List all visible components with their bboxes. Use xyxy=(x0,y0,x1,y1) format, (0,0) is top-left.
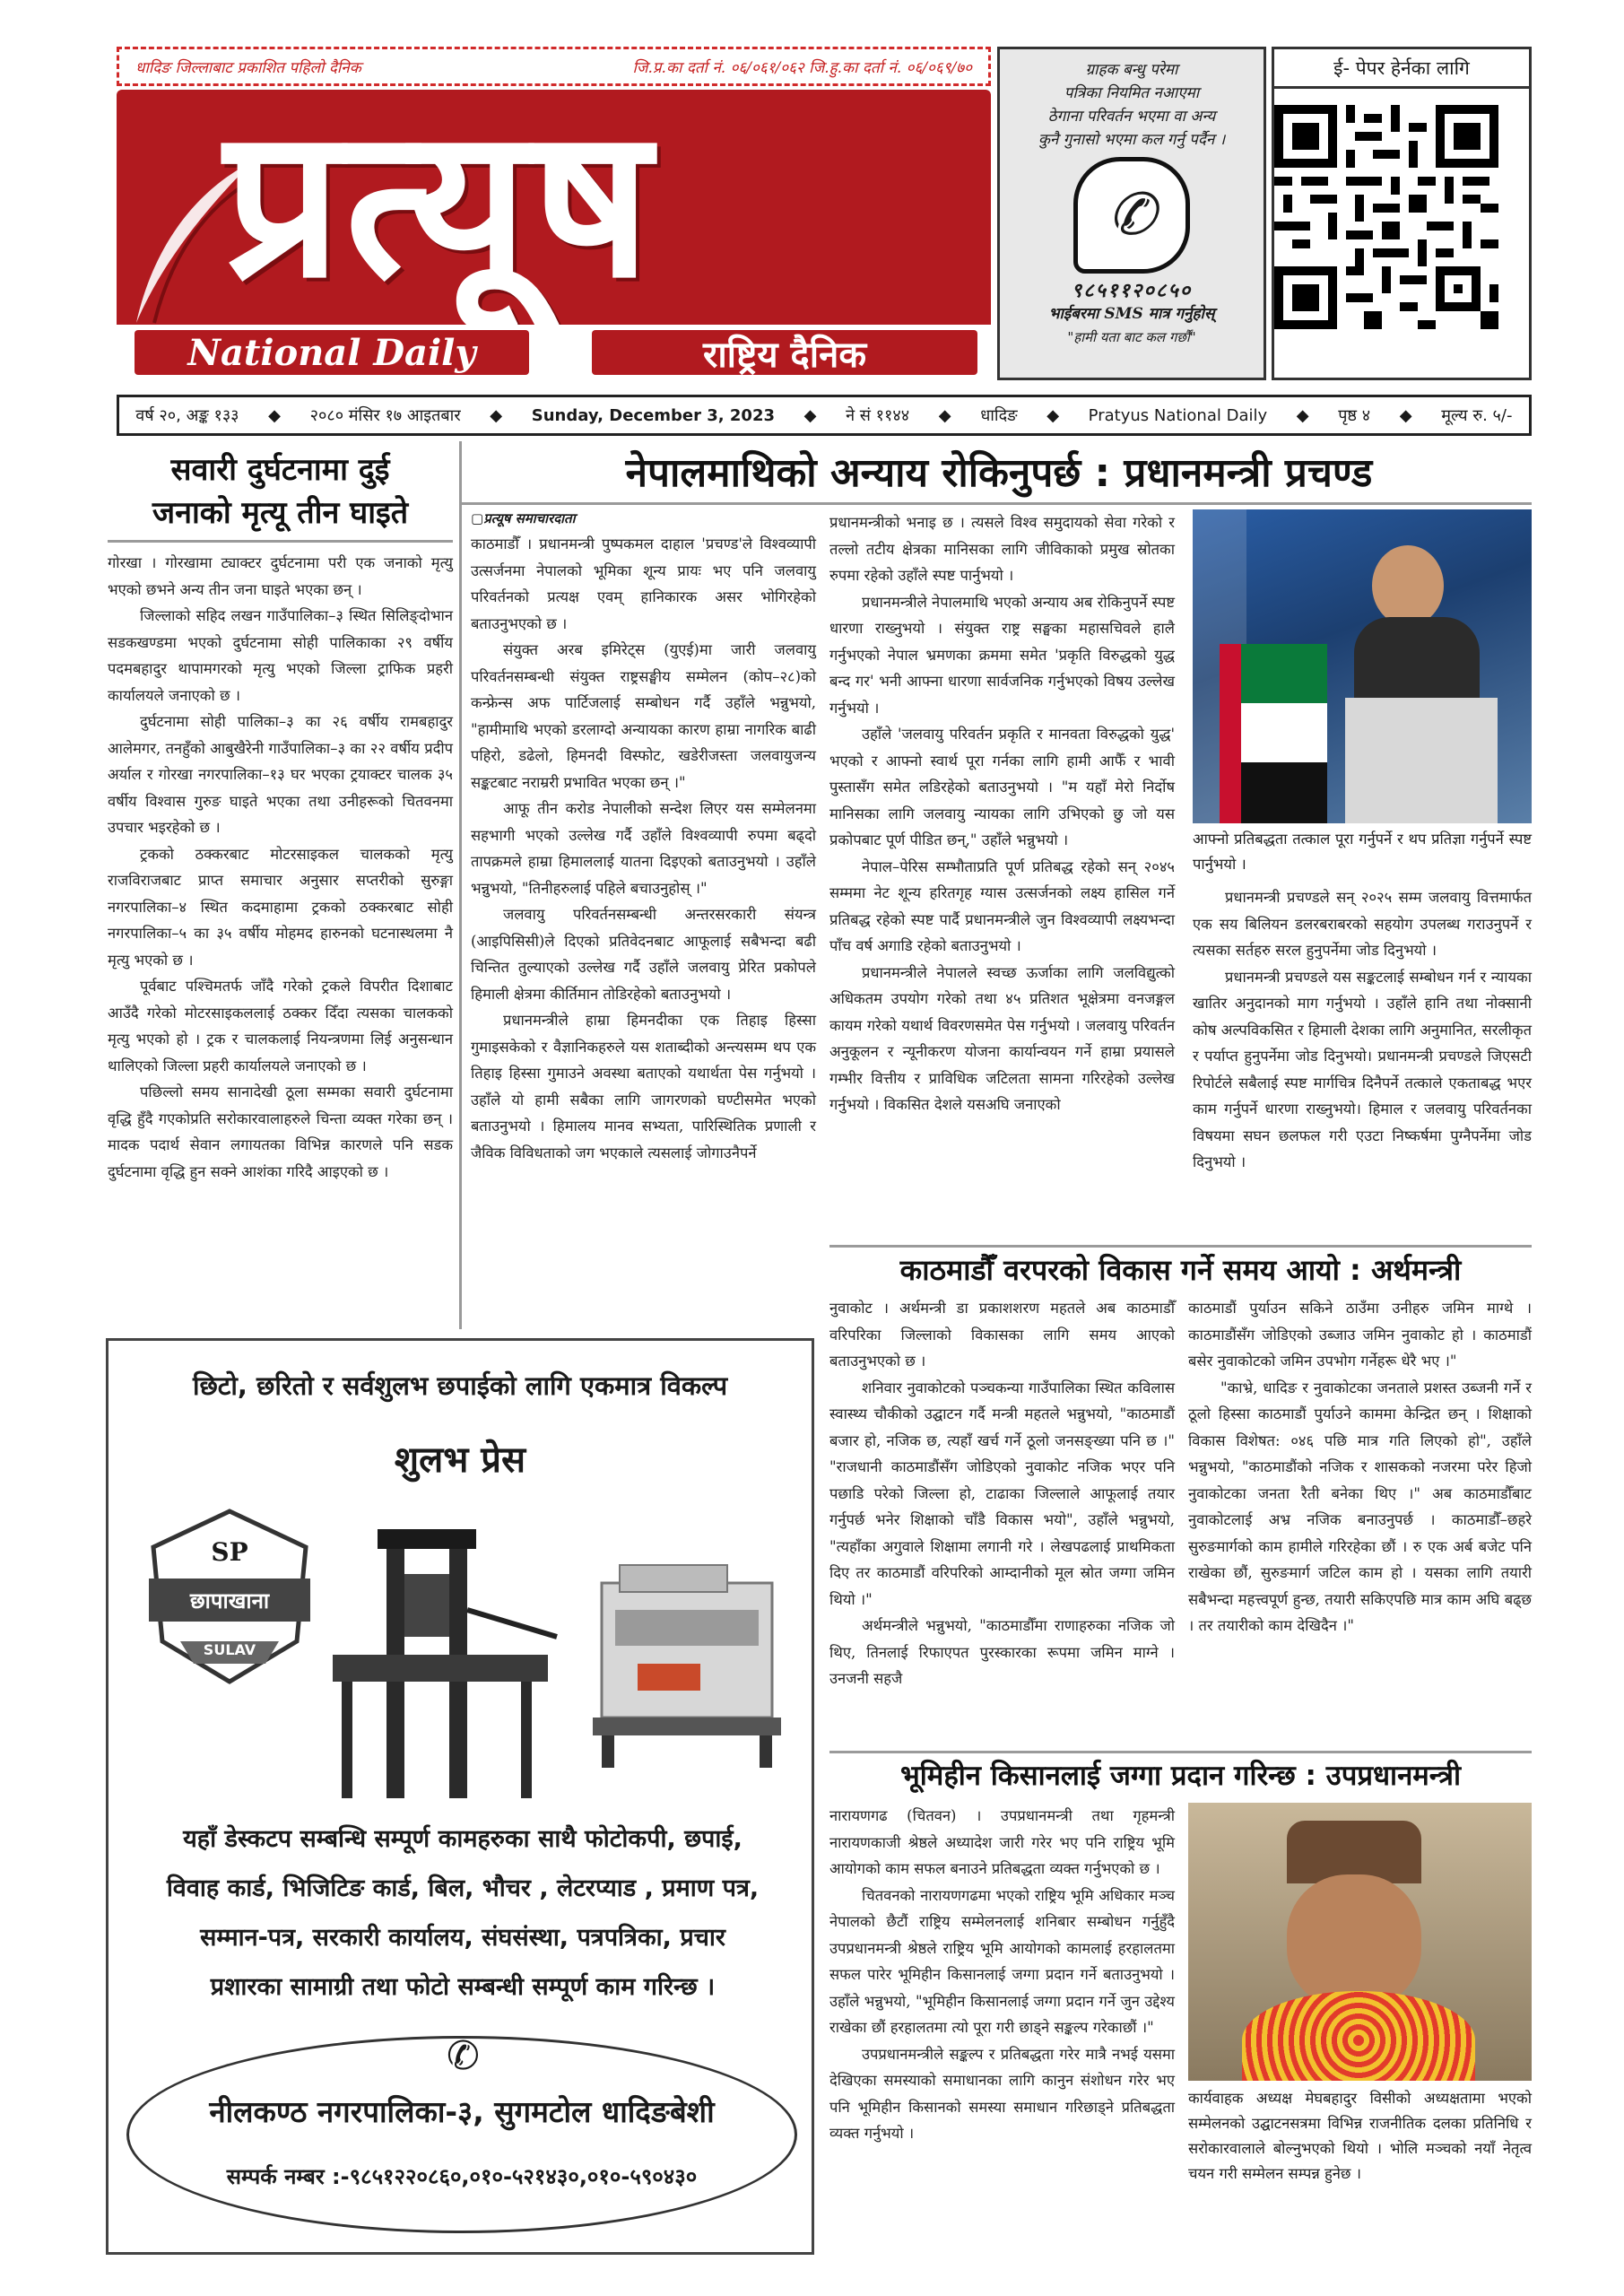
subscriber-notice xyxy=(997,47,1266,380)
story-pm-headline: नेपालमाथिको अन्याय रोकिनुपर्छ : प्रधानमन्त्री प्रचण्ड xyxy=(625,450,1373,496)
paragraph: आफू तीन करोड नेपालीको सन्देश लिएर यस सम्मेलनमा सहभागी भएको उल्लेख गर्दै उहाँले विश्वव्यापी रुपमा बढ्दो तापक्रमले हाम्रा हिमाललाई यातना दिइएको बताउनुभयो । उहाँले भन्नुभयो, "तिनीहरुलाई पहिले बचाउनुहोस् ।" xyxy=(471,800,816,897)
paragraph: पछिल्लो समय सानादेखी ठूला सम्मका सवारी दुर्घटनामा वृद्धि हुँदै गएकोप्रति सरोकारवालाहरुले चिन्ता व्यक्त गरेका छन् । मादक पदार्थ सेवान लगायतका विभिन्न कारणले पनि सडक दुर्घटनामा वृद्धि हुन सक्ने आशंका गरिदै आइएको छ । xyxy=(108,1083,453,1180)
story-pm-body1 xyxy=(471,531,816,1166)
photo-caption: आफ्नो प्रतिबद्धता तत्काल पूरा गर्नुपर्ने र थप प्रतिज्ञा गर्नुपर्ने स्पष्ट पार्नुभयो । xyxy=(1193,831,1532,873)
divider xyxy=(829,1245,1532,1248)
ad-contact-oval xyxy=(126,2033,797,2233)
face-icon xyxy=(1287,1874,1421,2009)
divider xyxy=(829,1751,1532,1753)
qr-title: ई- पेपर हेर्नका लागि xyxy=(1274,49,1529,89)
paragraph: प्रधानमन्त्रीले हाम्रा हिमनदीका एक तिहाइ हिस्सा गुमाइसकेको र वैज्ञानिकहरुले यस शताब्दीको अन्त्यसम्म थप एक तिहाइ हिस्सा गुमाउने अवस्था बताएको यथार्थता पेस गर्नुभयो । उहाँले यो हामी सबैका लागि जागरणको घण्टीसमेत भएको बताउनुभयो । हिमालय मानव सभ्यता, पारिस्थितिक प्रणाली र जैविक विविधताको जग भएकाले त्यसलाई जोगाउनैपर्ने xyxy=(471,1012,816,1161)
paragraph: उपप्रधानमन्त्रीले सङ्कल्प र प्रतिबद्धता गरेर मात्रै नभई यसमा देखिएका समस्याको समाधानका लागि कानुन संशोधन गरेर भए पनि भूमिहीन किसानको समस्या समाधान गरिछाड्ने प्रतिबद्धता व्यक्त गर्नुभयो । xyxy=(829,2045,1175,2142)
hand-press-machine-icon xyxy=(315,1520,566,1816)
dpm-photo xyxy=(1188,1803,1532,2081)
registration-strip xyxy=(117,47,991,86)
paragraph: प्रधानमन्त्रीको भनाइ छ । त्यसले विश्व समुदायको सेवा गरेको र तल्लो तटीय क्षेत्रका मानिसका लागि जीविकाको प्रमुख स्रोतका रुपमा रहेको उहाँले स्पष्ट पार्नुभयो । xyxy=(829,514,1175,584)
paragraph: ट्रकको ठक्करबाट मोटरसाइकल चालकको मृत्यु राजविराजबाट प्राप्त समाचार अनुसार सप्तरीको सुरुङ्गा नगरपालिका–४ स्थित कदमाहामा ट्रकको ठक्करबाट सोही नगरपालिका–५ का ३५ वर्षीय मोहमद हारुनको घटनास्थलमा नै मृत्यु भएको छ । xyxy=(108,845,453,969)
issue-place: धादिङ xyxy=(980,406,1018,425)
notice-line: "हामी यता बाट कल गर्छौं" xyxy=(1067,329,1196,345)
masthead-title: प्रत्यूष xyxy=(224,90,655,324)
headline-rule xyxy=(459,502,1532,505)
ad-tagline: छिटो, छरितो र सर्वशुलभ छपाईको लागि एकमात्र विकल्प xyxy=(192,1370,728,1401)
paragraph: प्रधानमन्त्री प्रचण्डले सन् २०२५ सम्म जलवायु वित्तमार्फत एक सय बिलियन डलरबराबरको सहयोग उपलब्ध गराउनुपर्ने र त्यसका सर्तहरु सरल हुनुपर्नेमा जोड दिनुभयो । xyxy=(1193,889,1532,959)
story-dpm-headline: भूमिहीन किसानलाई जग्गा प्रदान गरिन्छ : उपप्रधानमन्त्री xyxy=(899,1760,1462,1792)
ad-service-line: सम्मान-पत्र, सरकारी कार्यालय, संघसंस्था, पत्रपत्रिका, प्रचार xyxy=(200,1924,725,1952)
notice-line: कुनै गुनासो भएमा कल गर्नु पर्दैन । xyxy=(1038,131,1226,149)
paragraph: जिल्लाको सहिद लखन गाउँपालिका–३ स्थित सिलिङ्दोभान सडकखण्डमा भएको दुर्घटनामा सोही पालिकाका २९ वर्षीय पदमबहादुर थापामगरको मृत्यु भएको जिल्ला ट्राफिक प्रहरी कार्यालयले जनाएको छ । xyxy=(108,607,453,704)
logo-text: छापाखाना xyxy=(189,1588,270,1613)
story-pm-body3 xyxy=(1193,884,1532,1176)
paragraph: दुर्घटनामा सोही पालिका–३ का २६ वर्षीय रामबहादुर आलेमगर, तनहुँको आबुखैरेनी गाउँपालिका–३ का २२ वर्षीय प्रदीप अर्याल र गोरखा नगरपालिका–१३ घर भएका ट्रयाक्टर चालक ३५ वर्षीय विश्वास गुरुङ घाइते भएका तथा उनीहरूको चितवनमा उपचार भइरहेको छ । xyxy=(108,713,453,836)
speaker-head-icon xyxy=(1372,545,1444,626)
issue-paper: Pratyus National Daily xyxy=(1088,405,1268,425)
press-logo xyxy=(144,1507,315,1686)
ad-business-name: शुलभ प्रेस xyxy=(394,1439,526,1481)
strip-registration: जि.प्र.का दर्ता नं. ०६/०६१/०६२ जि.हु.का दर्ता नं. ०६/०६९/७० xyxy=(632,58,972,77)
ad-services xyxy=(135,1814,790,2012)
story-fm-col1 xyxy=(829,1295,1175,1692)
ad-address: नीलकण्ठ नगरपालिका-३, सुगमटोल धादिङबेशी xyxy=(209,2094,715,2129)
masthead xyxy=(117,90,991,378)
notice-line: भाईबरमा SMS मात्र गर्नुहोस् xyxy=(1048,305,1215,323)
story-fm-body2 xyxy=(1188,1295,1532,1639)
masthead-english: National Daily xyxy=(135,330,529,375)
masthead-nepali: राष्ट्रिय दैनिक xyxy=(592,330,977,375)
story-pm-body2 xyxy=(829,509,1175,1118)
issue-price: मूल्य रु. ५/- xyxy=(1441,406,1513,425)
epaper-qr-box xyxy=(1272,47,1532,380)
story-fm-col2 xyxy=(1188,1295,1532,1639)
column-rule xyxy=(459,441,462,1329)
uae-flag-icon xyxy=(1220,644,1327,823)
paragraph: प्रधानमन्त्री प्रचण्डले यस सङ्कटलाई सम्बोधन गर्न र न्यायका खातिर अनुदानको माग गर्नुभयो । उहाँले हानि तथा नोक्सानी कोष अल्पविकसित र हिमाली देशका लागि अनुमानित, सरलीकृत र पर्याप्त हुनुपर्नेमा जोड दिनुभयो। प्रधानमन्त्री प्रचण्डले जिएसटी रिपोर्टले सबैलाई स्पष्ट मार्गचित्र दिनैपर्ने तत्काले एकताबद्ध भएर काम गर्नुपर्ने धारणा राख्नुभयो। हिमाल र जलवायु परिवर्तनका विषयमा सघन छलफल गरी एउटा निष्कर्षमा पुग्नैपर्नेमा जोड दिनुभयो । xyxy=(1193,968,1532,1170)
paragraph: काठमाडौं पुर्याउन सकिने ठाउँमा उनीहरु जमिन माग्थे । काठमाडौंसँग जोडिएको उब्जाउ जमिन नुवाकोट हो । काठमाडौं बसेर नुवाकोटको जमिन उपभोग गर्नेहरू धेरै भए ।" xyxy=(1188,1300,1532,1370)
headline-line: सवारी दुर्घटनामा दुई xyxy=(170,452,390,488)
pm-speech-photo xyxy=(1193,509,1532,823)
paragraph: नेपाल–पेरिस सम्भौताप्रति पूर्ण प्रतिबद्ध रहेको सन् २०४५ सम्ममा नेट शून्य हरितगृह ग्यास उत्सर्जनको लक्ष्य हासिल गर्ने प्रतिबद्ध रहेको स्पष्ट पार्दै प्रधानमन्त्रीले जुन विश्वव्यापी लक्ष्यभन्दा पाँच वर्ष अगाडि रहेको बताउनुभयो । xyxy=(829,857,1175,954)
paragraph: काठमाडौँ । प्रधानमन्त्री पुष्पकमल दाहाल 'प्रचण्ड'ले विश्वव्यापी उत्सर्जनमा नेपालको भूमिका शून्य प्रायः भए पनि जलवायु परिवर्तनको प्रत्यक्ष एवम् हानिकारक असर भोगिरहेको बताउनुभएको छ । xyxy=(471,535,816,632)
story-pm-col2 xyxy=(829,509,1175,1118)
ad-contact-numbers[interactable]: सम्पर्क नम्बर :-९८५१२२०८६०,०१०-५२१४३०,०१०-५९०४३० xyxy=(226,2164,698,2189)
paragraph: चितवनको नारायणगढमा भएको राष्ट्रिय भूमि अधिकार मञ्च नेपालको छैटौं राष्ट्रिय सम्मेलनलाई शनिबार सम्बोधन गर्नुहुँदै उपप्रधानमन्त्री श्रेष्ठले राष्ट्रिय भूमि आयोगको कामलाई हरहालतमा सफल पारेर भूमिहीन किसानलाई जग्गा प्रदान गर्ने बताउनुभयो । उहाँले भन्नुभयो, "भूमिहीन किसानलाई जग्गा प्रदान गर्ने जुन उद्देश्य राखेका छौं हरहालतमा त्यो पूरा गरी छाड्ने सङ्कल्प गरेकाछौं ।" xyxy=(829,1886,1175,2036)
paragraph: पूर्वबाट पश्चिमतर्फ जाँदै गरेको ट्रकले विपरीत दिशाबाट आउँदै गरेको मोटरसाइकललाई ठक्कर दिँदा त्यसका चालकको मृत्यु भएको हो । ट्रक र चालकलाई नियन्त्रणमा लिई अनुसन्धान थालिएको जिल्ला प्रहरी कार्यालयले जनाएको छ । xyxy=(108,978,453,1074)
headline-line: जनाको मृत्यू तीन घाइते xyxy=(152,495,409,531)
story-pm-byline: ▢ प्रत्यूष समाचारदाता xyxy=(471,509,816,527)
story-pm-col3 xyxy=(1193,827,1532,1176)
paragraph: नुवाकोट । अर्थमन्त्री डा प्रकाशशरण महतले अब काठमाडौँ वरिपरिका जिल्लाको विकासका लागि समय आएको बताउनुभएको छ । xyxy=(829,1300,1175,1370)
logo-english: SULAV xyxy=(203,1641,256,1658)
issue-ns: ने सं ११४४ xyxy=(846,406,910,425)
notice-phone[interactable]: ९८५११२०८५० xyxy=(1071,279,1193,302)
paragraph: शनिवार नुवाकोटको पञ्चकन्या गाउँपालिका स्थित कविलास स्वास्थ्य चौकीको उद्घाटन गर्दै मन्त्री महतले भन्नुभयो, "काठमाडौं बजार हो, नजिक छ, त्यहाँ खर्च गर्ने ठूलो जनसङ्ख्या पनि छ ।" "राजधानी काठमाडौंसँग जोडिएको नुवाकोट नजिक भएर पनि पछाडि परेको जिल्ला हो, टाढाका जिल्लाले आफूलाई तयार गर्नुपर्छ भनेर शिक्षाको चाँडै विकास भयो", उहाँले भन्नुभयो, "त्यहाँका अगुवाले शिक्षामा लगानी गरे । लेखपढलाई प्राथमिकता दिए तर काठमाडौं वरिपरिको आम्दानीको मूल स्रोत जग्गा जमिन थियो ।" xyxy=(829,1378,1175,1608)
ad-service-line: विवाह कार्ड, भिजिटिङ कार्ड, बिल, भौचर , लेटरप्याड , प्रमाण पत्र, xyxy=(166,1874,760,1902)
issue-ad-date: Sunday, December 3, 2023 xyxy=(531,405,776,425)
issue-bs-date: २०८० मंसिर १७ आइतबार xyxy=(309,406,461,425)
notice-line: पत्रिका नियमित नआएमा xyxy=(1064,84,1200,102)
garland-icon xyxy=(1242,1991,1475,2081)
paragraph: उहाँले 'जलवायु परिवर्तन प्रकृति र मानवता विरुद्धको युद्ध' भएको र आफ्नो स्वार्थ पूरा गर्नका लागि हामी आफैँ र भावी पुस्तासँग समेत लडिरहेको बताउनुभयो । "म यहाँ मेरो निर्दोष मानिसका लागि जलवायु न्यायका लागि उभिएको छु जो यस प्रकोपबाट पूर्ण पीडित छन्," उहाँले भन्नुभयो । xyxy=(829,726,1175,848)
paragraph: प्रधानमन्त्रीले नेपालमाथि भएको अन्याय अब रोकिनुपर्ने स्पष्ट धारणा राख्नुभयो । संयुक्त राष्ट्र सङ्घका महासचिवले हालै गर्नुभएको नेपाल भ्रमणका क्रममा समेत 'प्रकृति विरुद्धको युद्ध बन्द गर' भनी आफ्ना धारणा सार्वजनिक गर्नुभएको विषय उल्लेख गर्नुभयो । xyxy=(829,593,1175,717)
paragraph: संयुक्त अरब इमिरेट्स (युएई)मा जारी जलवायु परिवर्तनसम्बन्धी संयुक्त राष्ट्रसङ्घीय सम्मेलन (कोप–२८)को कन्फ्रेन्स अफ पार्टिजलाई सम्बोधन गर्दै उहाँले भन्नुभयो, "हामीमाथि भएको डरलाग्दो अन्यायका कारण हाम्रा नागरिक बाढी पहिरो, डढेलो, हिमनदी विस्फोट, खडेरीजस्ता जलवायुजन्य सङ्कटबाट नराम्ररी प्रभावित भएका छन् ।" xyxy=(471,641,816,791)
divider xyxy=(108,540,453,543)
story-pm-col1 xyxy=(471,509,816,1166)
ad-service-line: यहाँ डेस्कटप सम्बन्धि सम्पूर्ण कामहरुका साथै फोटोकपी, छपाई, xyxy=(183,1825,743,1853)
paragraph: "काभ्रे, धादिङ र नुवाकोटका जनताले प्रशस्त उब्जनी गर्ने र ठूलो हिस्सा काठमाडौं पुर्याउने काममा केन्द्रित छन् । शिक्षाको विकास विशेषत: ०४६ पछि मात्र गति लिएको हो", उहाँले भन्नुभयो, "काठमाडौंको नजिक र शासकको नजरमा परेर हिजो नुवाकोटका जनता रैती बनेका थिए ।" अब काठमाडौँबाट नुवाकोटलाई अभ्र नजिक बनाउनुपर्छ । काठमाडौँ–छहरे सुरुङमार्गको काम हामीले गरिरहेका छौं । रु एक अर्ब बजेट पनि राखेका छौं, सुरुङमार्ग जटिल काम हो । यसका लागि तयारी सबैभन्दा महत्त्वपूर्ण हुन्छ, तयारी सकिएपछि मात्र काम अघि बढ्छ । तर तयारीको काम देखिदैन ।" xyxy=(1188,1378,1532,1634)
paragraph: जलवायु परिवर्तनसम्बन्धी अन्तरसरकारी संयन्त्र (आइपिसिसी)ले दिएको प्रतिवेदनबाट आफूलाई सबैभन्दा बढी चिन्तित तुल्याएको उल्लेख गर्दै उहाँले जलवायु प्रेरित प्रकोपले हिमाली क्षेत्रमा कीर्तिमान तोडिरहेको बताउनुभयो । xyxy=(471,906,816,1003)
story-dpm-body xyxy=(829,1803,1175,2147)
podium-icon xyxy=(1345,698,1498,823)
notice-line: ठेगाना परिवर्तन भएमा वा अन्य xyxy=(1047,108,1216,126)
photo-caption: कार्यवाहक अध्यक्ष मेघबहादुर विसीको अध्यक्षतामा भएको सम्मेलनको उद्घाटनसत्रमा विभिन्न राजनीतिक दलका प्रतिनिधि र सरोकारवालाले बोल्नुभएको थियो । भोलि मञ्चको नयाँ नेतृत्व चयन गरी सम्मेलन सम्पन्न हुनेछ । xyxy=(1188,2090,1532,2182)
paragraph: गोरखा । गोरखामा ट्याक्टर दुर्घटनामा परी एक जनाको मृत्यु भएको छभने अन्य तीन जना घाइते भएका छन् । xyxy=(108,554,453,598)
paragraph: नारायणगढ (चितवन) । उपप्रधानमन्त्री तथा गृहमन्त्री नारायणकाजी श्रेष्ठले अध्यादेश जारी गरेर भए पनि राष्ट्रिय भूमि आयोगको काम सफल बनाउने प्रतिबद्धता व्यक्त गर्नुभएको छ । xyxy=(829,1807,1175,1877)
masthead-logo-block xyxy=(117,90,991,378)
story-dpm-col1 xyxy=(829,1803,1175,2147)
story-fm-body1 xyxy=(829,1295,1175,1692)
viber-phone-icon: ✆ xyxy=(1073,157,1190,274)
issue-info-bar: वर्ष २०, अङ्क १३३ ◆ २०८० मंसिर १७ आइतबार ◆ Sunday, December 3, 2023 ◆ ने सं ११४४ ◆ धादिङ ◆ Pratyus National Daily ◆ पृष्ठ ४ ◆ मूल्य रु. ५/- xyxy=(117,395,1532,436)
story-accident-body xyxy=(108,550,453,1185)
dpm-caption-block xyxy=(1188,2086,1532,2187)
phone-icon: ✆ xyxy=(447,2033,480,2079)
story-fm-headline: काठमाडौँ वरपरको विकास गर्ने समय आयो : अर्थमन्त्री xyxy=(899,1253,1462,1287)
issue-year: वर्ष २०, अङ्क १३३ xyxy=(135,406,239,425)
strip-tagline: धादिङ जिल्लाबाट प्रकाशित पहिलो दैनिक xyxy=(135,58,361,77)
offset-printer-icon xyxy=(584,1556,790,1771)
qr-code-icon[interactable] xyxy=(1274,105,1498,329)
paragraph: अर्थमन्त्रीले भन्नुभयो, "काठमाडौँमा राणाहरुका नजिक जो थिए, तिनलाई रिफाएपत पुरस्कारका रूपमा जमिन माग्ने । उनजनी सहजै xyxy=(829,1617,1175,1687)
ad-service-line: प्रशारका सामाग्री तथा फोटो सम्बन्धी सम्पूर्ण काम गरिन्छ । xyxy=(210,1973,716,2001)
story-accident-headline xyxy=(108,448,453,535)
logo-initials: SP xyxy=(211,1537,248,1567)
notice-line: ग्राहक बन्धु परेमा xyxy=(1085,61,1178,79)
paragraph: प्रधानमन्त्रीले नेपालले स्वच्छ ऊर्जाका लागि जलविद्युत्को अधिकतम उपयोग गरेको तथा ४५ प्रतिशत भूक्षेत्रमा वनजङ्गल कायम गरेको यथार्थ विवरणसमेत पेस गर्नुभयो । जलवायु परिवर्तन अनुकूलन र न्यूनीकरण योजना कार्यान्वयन गर्ने हाम्रा प्रयासले गम्भीर वित्तीय र प्राविधिक जटिलता सामना गरिरहेको उल्लेख गर्नुभयो । विकसित देशले यसअघि जनाएको xyxy=(829,963,1175,1113)
issue-page: पृष्ठ ४ xyxy=(1338,406,1371,425)
sulav-press-ad xyxy=(106,1338,814,2255)
story-accident xyxy=(108,448,453,1185)
